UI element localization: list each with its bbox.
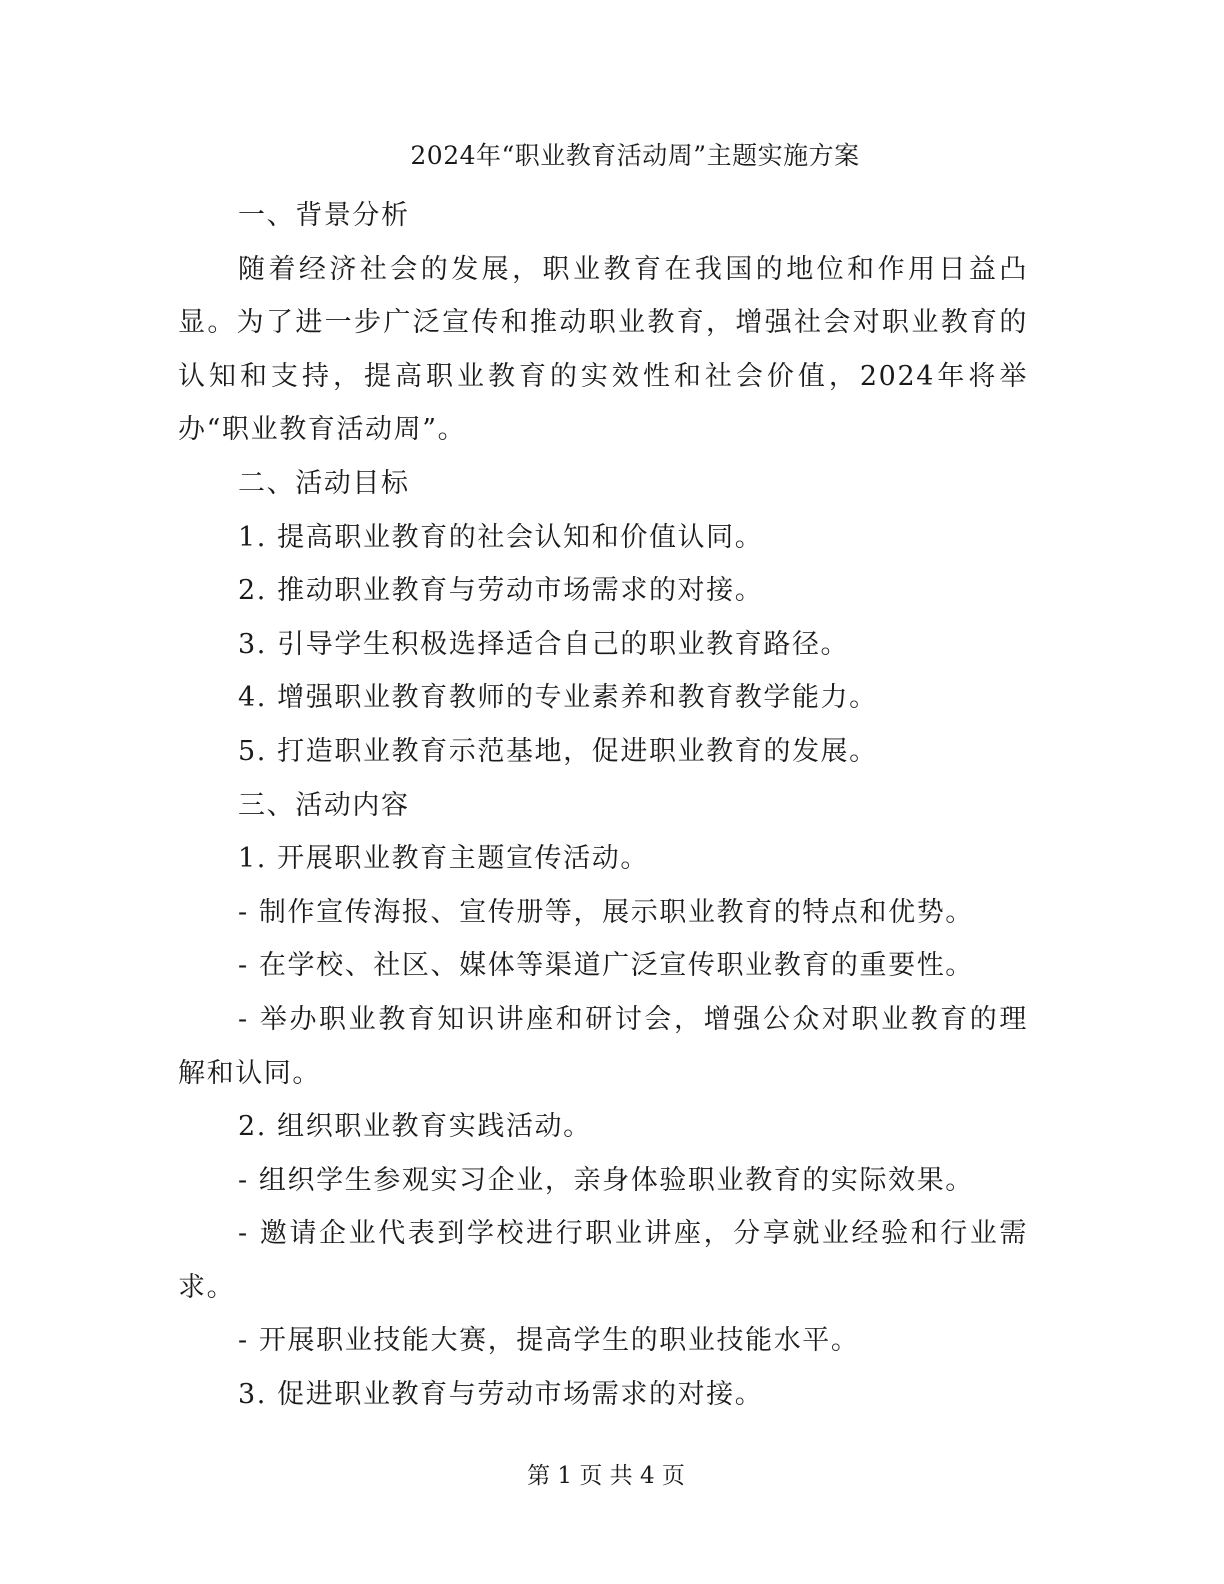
bullet-item: - 制作宣传海报、宣传册等，展示职业教育的特点和优势。 [238, 896, 974, 928]
bullet-item: - 开展职业技能大赛，提高学生的职业技能水平。 [238, 1325, 860, 1357]
list-item: 3. 促进职业教育与劳动市场需求的对接。 [238, 1379, 764, 1411]
bullet-item: - 组织学生参观实习企业，亲身体验职业教育的实际效果。 [238, 1164, 974, 1196]
list-item: 2. 推动职业教育与劳动市场需求的对接。 [238, 575, 764, 607]
list-item: 1. 开展职业教育主题宣传活动。 [238, 843, 649, 875]
list-item: 3. 引导学生积极选择适合自己的职业教育路径。 [238, 628, 850, 660]
section-heading: 二、活动目标 [238, 467, 410, 499]
bullet-item: - 举办职业教育知识讲座和研讨会，增强公众对职业教育的理解和认同。 [178, 1003, 1028, 1089]
document-title: 2024年“职业教育活动周”主题实施方案 [410, 141, 860, 170]
bullet-item: - 邀请企业代表到学校进行职业讲座，分享就业经验和行业需求。 [178, 1218, 1028, 1303]
list-item: 2. 组织职业教育实践活动。 [238, 1111, 592, 1143]
section-heading: 一、背景分析 [238, 200, 410, 231]
document-body [178, 189, 1028, 1422]
paragraph: 随着经济社会的发展，职业教育在我国的地位和作用日益凸显。为了进一步广泛宣传和推动职业教育，增强社会对职业教育的认知和支持，提高职业教育的实效性和社会价值，2024年将举办“职业教育活动周”。 [178, 253, 1028, 446]
page-footer: 第 1 页 共 4 页 [527, 1463, 685, 1489]
list-item: 4. 增强职业教育教师的专业素养和教育教学能力。 [238, 682, 878, 714]
bullet-item: - 在学校、社区、媒体等渠道广泛宣传职业教育的重要性。 [238, 950, 974, 982]
section-heading: 三、活动内容 [238, 789, 410, 821]
list-item: 1. 提高职业教育的社会认知和价值认同。 [238, 521, 764, 553]
list-item: 5. 打造职业教育示范基地，促进职业教育的发展。 [238, 735, 878, 767]
